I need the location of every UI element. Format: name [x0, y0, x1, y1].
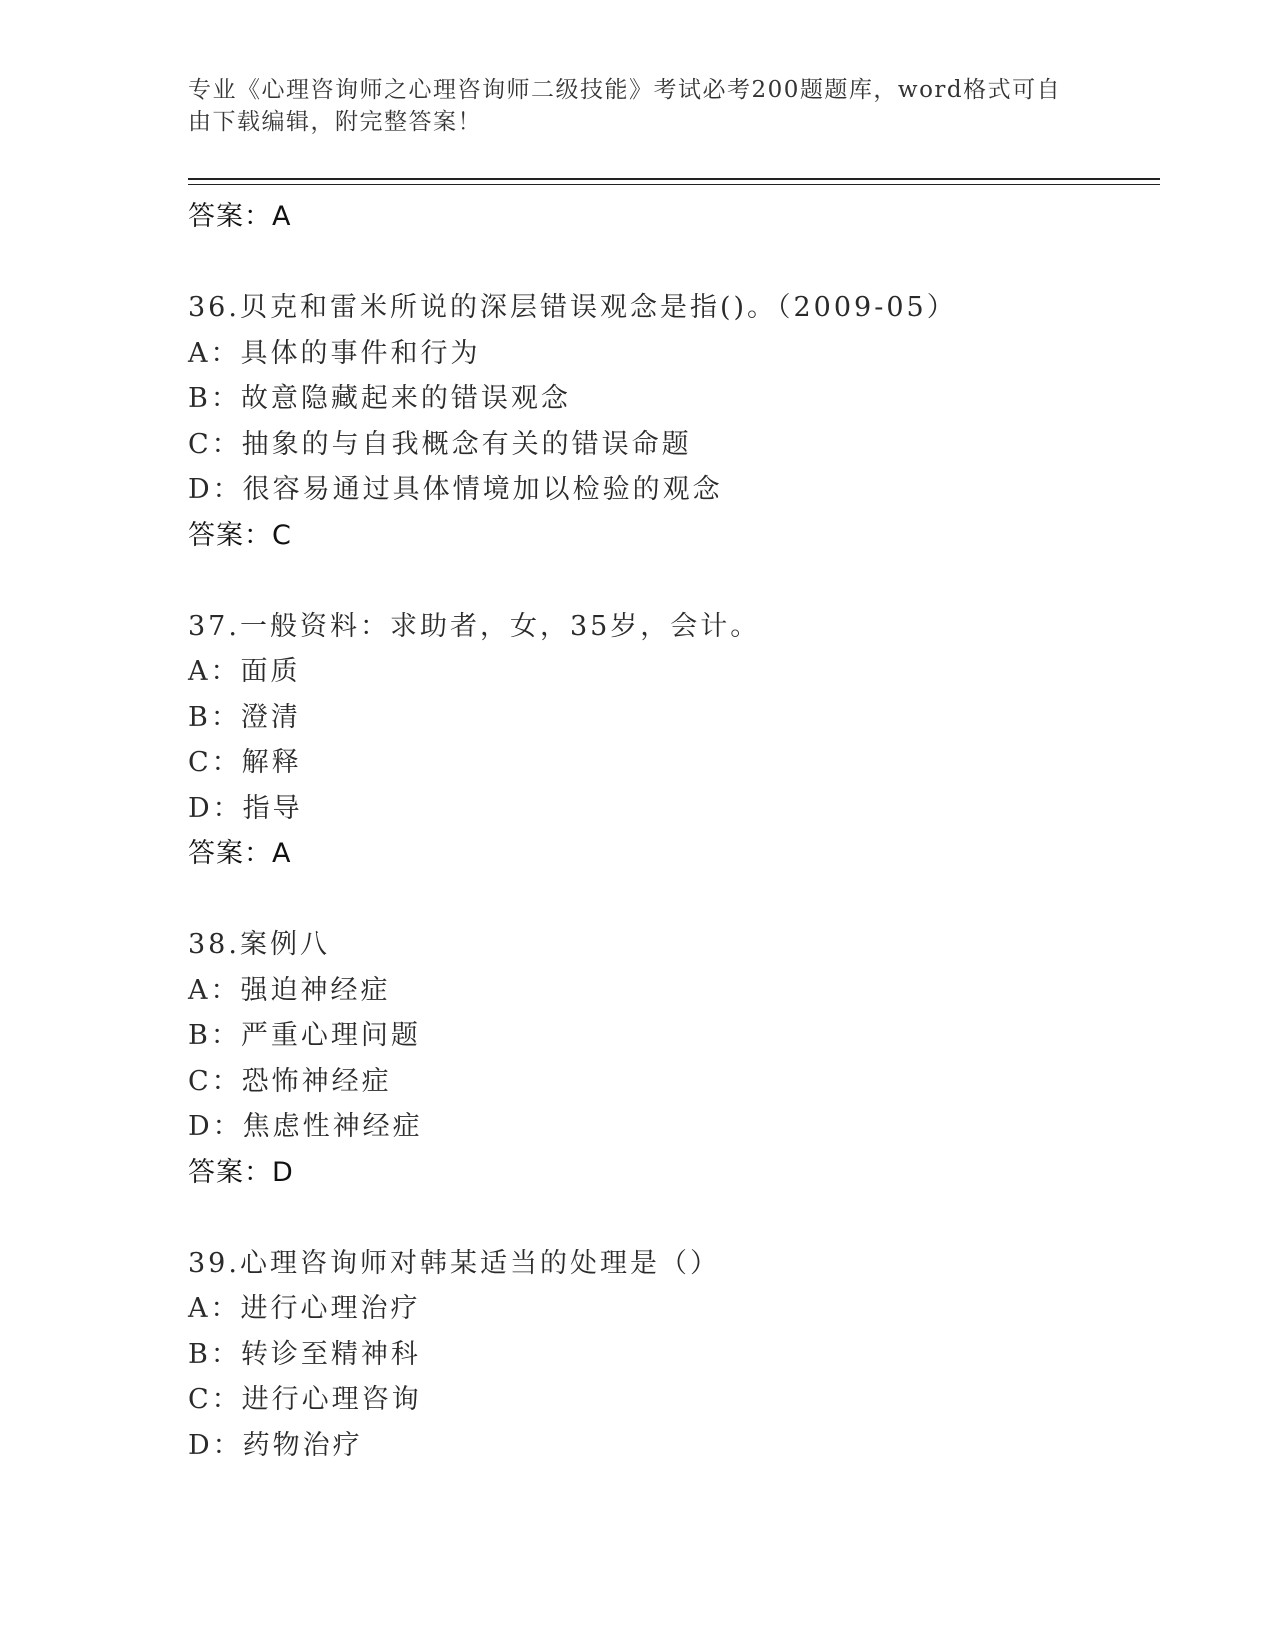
option-c: C：解释: [188, 747, 302, 778]
question-stem: 37.一般资料：求助者，女，35岁，会计。: [188, 610, 761, 642]
option-a: A：面质: [188, 656, 301, 687]
header-line-2: 由下载编辑，附完整答案！: [188, 109, 482, 135]
option-d: D：药物治疗: [188, 1429, 363, 1461]
answer-line: 答案：C: [188, 519, 292, 551]
header-rule-thin: [188, 184, 1160, 185]
spacer: [188, 240, 1148, 286]
option-d: D：焦虑性神经症: [188, 1111, 423, 1142]
question-37: [188, 604, 1148, 877]
question-36: [188, 285, 1148, 558]
option-b: B：故意隐藏起来的错误观念: [188, 383, 571, 414]
option-a: A：进行心理治疗: [188, 1293, 421, 1324]
option-d: D：指导: [188, 792, 303, 824]
spacer: [188, 1195, 1148, 1241]
document-header: [188, 74, 1068, 138]
option-b: B：严重心理问题: [188, 1020, 421, 1051]
option-b: B：澄清: [188, 701, 301, 733]
option-b: B：转诊至精神科: [188, 1338, 421, 1370]
header-rule-thick: [188, 178, 1160, 180]
option-c: C：进行心理咨询: [188, 1384, 422, 1415]
answer-line: 答案：D: [188, 1156, 294, 1188]
question-stem: 36.贝克和雷米所说的深层错误观念是指()。（2009-05）: [188, 292, 957, 323]
spacer: [188, 558, 1148, 604]
option-a: A：具体的事件和行为: [188, 337, 481, 369]
option-a: A：强迫神经症: [188, 974, 391, 1006]
option-c: C：抽象的与自我概念有关的错误命题: [188, 428, 692, 460]
option-d: D：很容易通过具体情境加以检验的观念: [188, 474, 723, 505]
answer-line: 答案：A: [188, 201, 292, 232]
question-39: [188, 1241, 1148, 1469]
question-list: [188, 194, 1148, 1468]
question-38: [188, 922, 1148, 1195]
answer-line: 答案：A: [188, 838, 292, 869]
spacer: [188, 877, 1148, 923]
header-line-1: 专业《心理咨询师之心理咨询师二级技能》考试必考200题题库，word格式可自: [188, 77, 1062, 103]
question-stem: 39.心理咨询师对韩某适当的处理是（）: [188, 1247, 720, 1279]
question-stem: 38.案例八: [188, 929, 330, 960]
option-c: C：恐怖神经症: [188, 1065, 392, 1097]
